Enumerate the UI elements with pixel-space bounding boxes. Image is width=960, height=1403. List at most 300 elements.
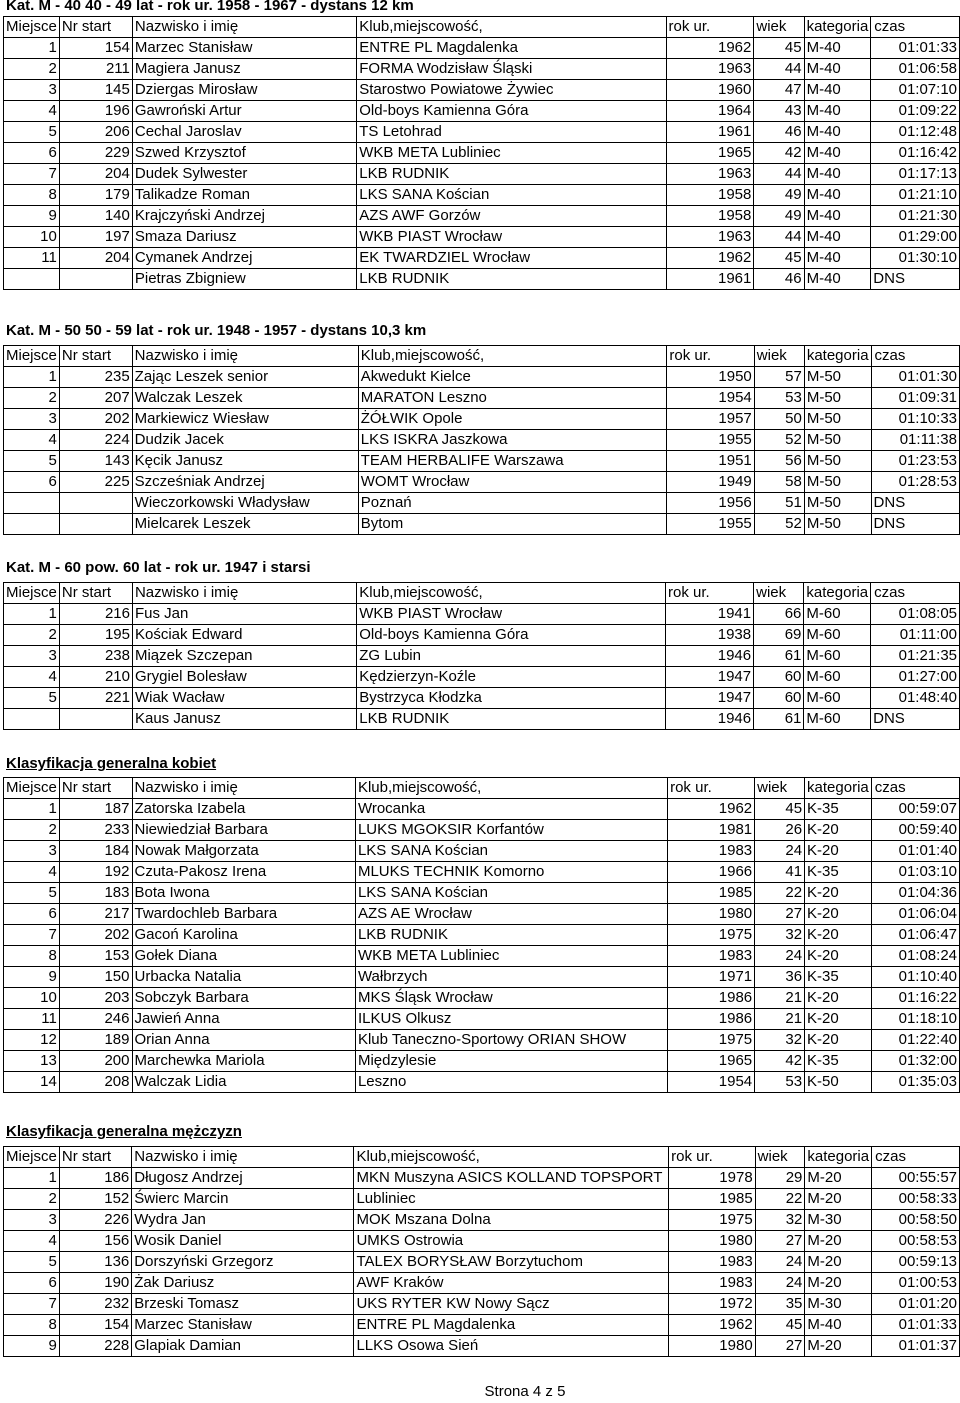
cell-cat: M-20 [805,1336,872,1357]
cell-year: 1962 [669,1315,756,1336]
cell-nr: 225 [59,472,132,493]
cell-place: 6 [4,904,60,925]
header-place: Miejsce [4,346,60,367]
cell-place: 2 [4,59,60,80]
header-place: Miejsce [4,778,60,799]
cell-year: 1947 [666,688,754,709]
cell-nr: 196 [59,101,132,122]
header-club: Klub,miejscowość, [355,778,667,799]
header-name: Nazwisko i imię [132,583,356,604]
cell-age: 52 [754,430,804,451]
cell-club: Leszno [355,1072,667,1093]
cell-name: Kościak Edward [132,625,356,646]
table-row [4,1273,960,1294]
cell-place: 8 [4,1315,60,1336]
header-club: Klub,miejscowość, [358,346,667,367]
cell-age: 60 [754,688,804,709]
cell-age: 42 [754,143,804,164]
cell-place: 6 [4,143,60,164]
cell-age: 45 [755,1315,805,1336]
cell-club: LKB RUDNIK [357,709,666,730]
cell-year: 1961 [666,269,754,290]
header-year: rok ur. [666,583,754,604]
cell-place: 2 [4,625,60,646]
header-year: rok ur. [667,346,754,367]
cell-cat: K-20 [805,946,872,967]
table-row [4,122,960,143]
cell-age: 32 [755,925,805,946]
cell-cat: K-20 [805,1009,872,1030]
cell-nr: 203 [59,988,132,1009]
cell-year: 1981 [668,820,755,841]
table-row [4,143,960,164]
cell-place: 1 [4,1168,60,1189]
cell-club: AZS AE Wrocław [355,904,667,925]
cell-cat: K-35 [805,967,872,988]
cell-nr: 150 [59,967,132,988]
cell-nr: 232 [59,1294,131,1315]
table-row [4,862,960,883]
header-time: czas [871,17,960,38]
cell-time: 01:12:48 [871,122,960,143]
cell-club: Kędzierzyn-Koźle [357,667,666,688]
cell-club: ILKUS Olkusz [355,1009,667,1030]
cell-time: DNS [871,709,960,730]
cell-club: ENTRE PL Magdalenka [354,1315,669,1336]
header-place: Miejsce [4,17,60,38]
header-place: Miejsce [4,1147,60,1168]
cell-place: 5 [4,122,60,143]
cell-time: 01:08:24 [871,946,959,967]
cell-cat: M-50 [804,472,871,493]
cell-club: Międzylesie [355,1051,667,1072]
cell-name: Niewiedział Barbara [132,820,355,841]
table-row [4,967,960,988]
header-name: Nazwisko i imię [132,17,356,38]
cell-year: 1946 [666,709,754,730]
cell-age: 61 [754,709,804,730]
cell-place: 7 [4,1294,60,1315]
cell-club: Poznań [358,493,667,514]
section-title-men: Klasyfikacja generalna mężczyzn [6,1123,242,1140]
cell-name: Walczak Lidia [132,1072,355,1093]
cell-time: 00:59:07 [871,799,959,820]
cell-cat: M-60 [804,604,871,625]
cell-nr: 216 [59,604,132,625]
table-row [4,946,960,967]
cell-age: 56 [754,451,804,472]
table-row [4,925,960,946]
cell-age: 22 [755,883,805,904]
cell-name: Szcześniak Andrzej [132,472,358,493]
cell-cat: M-40 [804,38,871,59]
table-row [4,1315,960,1336]
cell-place: 7 [4,164,60,185]
table-row [4,904,960,925]
cell-time: 01:11:38 [871,430,959,451]
cell-age: 21 [755,988,805,1009]
cell-age: 45 [754,38,804,59]
cell-cat: M-20 [805,1273,872,1294]
cell-club: FORMA Wodzisław Śląski [357,59,666,80]
cell-year: 1980 [668,904,755,925]
cell-cat: M-60 [804,688,871,709]
header-age: wiek [755,778,805,799]
cell-place: 6 [4,1273,60,1294]
cell-cat: M-40 [804,80,871,101]
cell-age: 21 [755,1009,805,1030]
cell-name: Gacoń Karolina [132,925,355,946]
cell-club: ZG Lubin [357,646,666,667]
cell-name: Cechal Jaroslav [132,122,356,143]
cell-age: 24 [755,946,805,967]
table-row [4,185,960,206]
cell-nr: 197 [59,227,132,248]
cell-club: MLUKS TECHNIK Komorno [355,862,667,883]
table-row [4,1336,960,1357]
cell-club: TEAM HERBALIFE Warszawa [358,451,667,472]
cell-name: Dorszyński Grzegorz [132,1252,354,1273]
cell-cat: K-35 [805,799,872,820]
cell-cat: M-40 [804,248,871,269]
cell-age: 46 [754,122,804,143]
cell-club: LKB RUDNIK [357,269,666,290]
cell-nr: 226 [59,1210,131,1231]
cell-club: UMKS Ostrowia [354,1231,669,1252]
cell-place: 9 [4,967,60,988]
table-row [4,164,960,185]
cell-age: 53 [755,1072,805,1093]
cell-year: 1962 [666,38,754,59]
cell-place: 4 [4,862,60,883]
cell-time: 00:58:50 [872,1210,960,1231]
cell-year: 1958 [666,185,754,206]
cell-year: 1986 [668,1009,755,1030]
cell-time: 01:09:31 [871,388,959,409]
cell-nr: 179 [59,185,132,206]
section-title-m40: Kat. M - 40 40 - 49 lat - rok ur. 1958 - 1967 - dystans 12 km [6,0,414,14]
cell-cat: M-50 [804,409,871,430]
cell-year: 1975 [668,925,755,946]
cell-place: 2 [4,820,60,841]
cell-age: 24 [755,841,805,862]
cell-time: DNS [871,269,960,290]
cell-cat: M-40 [804,122,871,143]
cell-nr: 204 [59,164,132,185]
cell-year: 1963 [666,227,754,248]
cell-place: 3 [4,409,60,430]
cell-club: UKS RYTER KW Nowy Sącz [354,1294,669,1315]
cell-place: 4 [4,101,60,122]
cell-nr: 190 [59,1273,131,1294]
cell-place: 10 [4,988,60,1009]
cell-cat: M-20 [805,1189,872,1210]
cell-age: 27 [755,904,805,925]
cell-time: 01:29:00 [871,227,960,248]
header-time: czas [872,1147,960,1168]
cell-cat: K-20 [805,904,872,925]
cell-nr: 200 [59,1051,132,1072]
cell-name: Smaza Dariusz [132,227,356,248]
cell-name: Dudek Sylwester [132,164,356,185]
cell-age: 32 [755,1210,805,1231]
table-row [4,269,960,290]
cell-nr: 204 [59,248,132,269]
results-table-m60 [3,582,960,730]
table-row [4,409,960,430]
table-row [4,799,960,820]
header-row [4,346,960,367]
cell-year: 1963 [666,59,754,80]
cell-place: 12 [4,1030,60,1051]
table-row [4,820,960,841]
header-time: czas [871,583,960,604]
cell-year: 1956 [667,493,754,514]
cell-time: 00:59:40 [871,820,959,841]
cell-age: 46 [754,269,804,290]
cell-place: 3 [4,80,60,101]
table-row [4,514,960,535]
table-row [4,883,960,904]
cell-year: 1957 [667,409,754,430]
cell-time: 01:16:22 [871,988,959,1009]
cell-age: 24 [755,1252,805,1273]
cell-age: 27 [755,1231,805,1252]
cell-name: Gołek Diana [132,946,355,967]
cell-age: 49 [754,206,804,227]
cell-age: 41 [755,862,805,883]
cell-cat: M-50 [804,430,871,451]
cell-time: 01:22:40 [871,1030,959,1051]
cell-year: 1986 [668,988,755,1009]
cell-time: 01:10:33 [871,409,959,430]
cell-club: Bytom [358,514,667,535]
cell-club: AWF Kraków [354,1273,669,1294]
cell-time: 00:55:57 [872,1168,960,1189]
cell-nr: 184 [59,841,132,862]
cell-club: WKB META Lubliniec [355,946,667,967]
cell-time: 01:21:10 [871,185,960,206]
cell-year: 1966 [668,862,755,883]
cell-time: 01:35:03 [871,1072,959,1093]
header-name: Nazwisko i imię [132,1147,354,1168]
cell-cat: K-20 [805,820,872,841]
cell-name: Czuta-Pakosz Irena [132,862,355,883]
table-row [4,1189,960,1210]
table-row [4,101,960,122]
results-table-m50 [3,345,960,535]
cell-place [4,709,60,730]
cell-name: Gawroński Artur [132,101,356,122]
cell-club: WOMT Wrocław [358,472,667,493]
cell-club: Akwedukt Kielce [358,367,667,388]
header-cat: kategoria [805,778,872,799]
cell-cat: M-50 [804,367,871,388]
table-row [4,59,960,80]
cell-age: 50 [754,409,804,430]
cell-cat: K-35 [805,862,872,883]
cell-nr: 140 [59,206,132,227]
cell-place: 5 [4,688,60,709]
cell-name: Markiewicz Wiesław [132,409,358,430]
table-row [4,1072,960,1093]
cell-time: 01:16:42 [871,143,960,164]
table-row [4,38,960,59]
header-club: Klub,miejscowość, [357,583,666,604]
cell-nr: 208 [59,1072,132,1093]
cell-club: TALEX BORYSŁAW Borzytuchom [354,1252,669,1273]
cell-time: 01:03:10 [871,862,959,883]
cell-place: 4 [4,430,60,451]
cell-age: 66 [754,604,804,625]
cell-club: AZS AWF Gorzów [357,206,666,227]
cell-name: Długosz Andrzej [132,1168,354,1189]
cell-club: LKB RUDNIK [357,164,666,185]
cell-club: WKB PIAST Wrocław [357,227,666,248]
cell-nr: 186 [59,1168,131,1189]
page-number: Strona 4 z 5 [484,1383,566,1400]
cell-year: 1975 [668,1030,755,1051]
table-row [4,1252,960,1273]
section-title-m60: Kat. M - 60 pow. 60 lat - rok ur. 1947 i starsi [6,559,311,576]
cell-place: 9 [4,1336,60,1357]
table-row [4,1231,960,1252]
cell-cat: M-60 [804,667,871,688]
cell-place: 13 [4,1051,60,1072]
table-row [4,80,960,101]
cell-name: Dziergas Mirosław [132,80,356,101]
cell-year: 1964 [666,101,754,122]
header-year: rok ur. [666,17,754,38]
cell-name: Brzeski Tomasz [132,1294,354,1315]
header-cat: kategoria [804,17,871,38]
cell-cat: K-50 [805,1072,872,1093]
table-row [4,1210,960,1231]
cell-time: 01:01:33 [871,38,960,59]
cell-cat: M-50 [804,388,871,409]
table-row [4,688,960,709]
cell-cat: K-20 [805,988,872,1009]
cell-year: 1951 [667,451,754,472]
cell-age: 61 [754,646,804,667]
cell-year: 1978 [669,1168,756,1189]
cell-name: Dudzik Jacek [132,430,358,451]
cell-place [4,269,60,290]
cell-name: Talikadze Roman [132,185,356,206]
cell-club: LKS SANA Kościan [357,185,666,206]
cell-name: Świerc Marcin [132,1189,354,1210]
cell-time: 00:59:13 [872,1252,960,1273]
results-table-women [3,777,960,1093]
cell-club: Wrocanka [355,799,667,820]
cell-place: 3 [4,841,60,862]
cell-cat: M-40 [804,101,871,122]
cell-year: 1985 [669,1189,756,1210]
cell-place: 14 [4,1072,60,1093]
table-row [4,493,960,514]
cell-club: MKN Muszyna ASICS KOLLAND TOPSPORT [354,1168,669,1189]
cell-year: 1983 [668,841,755,862]
cell-age: 53 [754,388,804,409]
cell-nr [59,493,132,514]
cell-time: 01:01:33 [872,1315,960,1336]
header-name: Nazwisko i imię [132,346,358,367]
cell-nr: 153 [59,946,132,967]
cell-time: 01:00:53 [872,1273,960,1294]
table-row [4,227,960,248]
header-row [4,1147,960,1168]
header-year: rok ur. [669,1147,756,1168]
cell-age: 69 [754,625,804,646]
header-time: czas [871,778,959,799]
cell-name: Sobczyk Barbara [132,988,355,1009]
cell-name: Żak Dariusz [132,1273,354,1294]
cell-time: 01:08:05 [871,604,960,625]
table-row [4,604,960,625]
cell-age: 57 [754,367,804,388]
cell-nr: 154 [59,38,132,59]
cell-name: Bota Iwona [132,883,355,904]
cell-name: Magiera Janusz [132,59,356,80]
cell-place: 9 [4,206,60,227]
cell-year: 1954 [667,388,754,409]
cell-age: 22 [755,1189,805,1210]
cell-nr: 238 [59,646,132,667]
cell-cat: K-20 [805,925,872,946]
cell-age: 42 [755,1051,805,1072]
cell-cat: M-40 [804,143,871,164]
cell-time: 01:01:37 [872,1336,960,1357]
cell-place: 8 [4,185,60,206]
cell-age: 35 [755,1294,805,1315]
cell-year: 1938 [666,625,754,646]
cell-nr: 235 [59,367,132,388]
cell-time: 01:17:13 [871,164,960,185]
cell-nr: 143 [59,451,132,472]
cell-year: 1980 [669,1231,756,1252]
cell-place: 8 [4,946,60,967]
cell-year: 1960 [666,80,754,101]
cell-time: 01:48:40 [871,688,960,709]
cell-name: Kaus Janusz [132,709,356,730]
table-row [4,1168,960,1189]
cell-time: 01:30:10 [871,248,960,269]
cell-age: 45 [755,799,805,820]
cell-club: LKS SANA Kościan [355,841,667,862]
cell-age: 58 [754,472,804,493]
table-row [4,1051,960,1072]
cell-name: Urbacka Natalia [132,967,355,988]
table-row [4,472,960,493]
cell-club: LKB RUDNIK [355,925,667,946]
cell-year: 1965 [666,143,754,164]
header-row [4,17,960,38]
cell-cat: M-50 [804,451,871,472]
table-row [4,841,960,862]
cell-age: 49 [754,185,804,206]
cell-time: DNS [871,493,959,514]
cell-club: Klub Taneczno-Sportowy ORIAN SHOW [355,1030,667,1051]
cell-cat: M-50 [804,514,871,535]
cell-name: Twardochleb Barbara [132,904,355,925]
cell-year: 1972 [669,1294,756,1315]
cell-club: WKB META Lubliniec [357,143,666,164]
table-row [4,367,960,388]
cell-club: TS Letohrad [357,122,666,143]
cell-name: Fus Jan [132,604,356,625]
table-row [4,388,960,409]
cell-cat: K-20 [805,841,872,862]
